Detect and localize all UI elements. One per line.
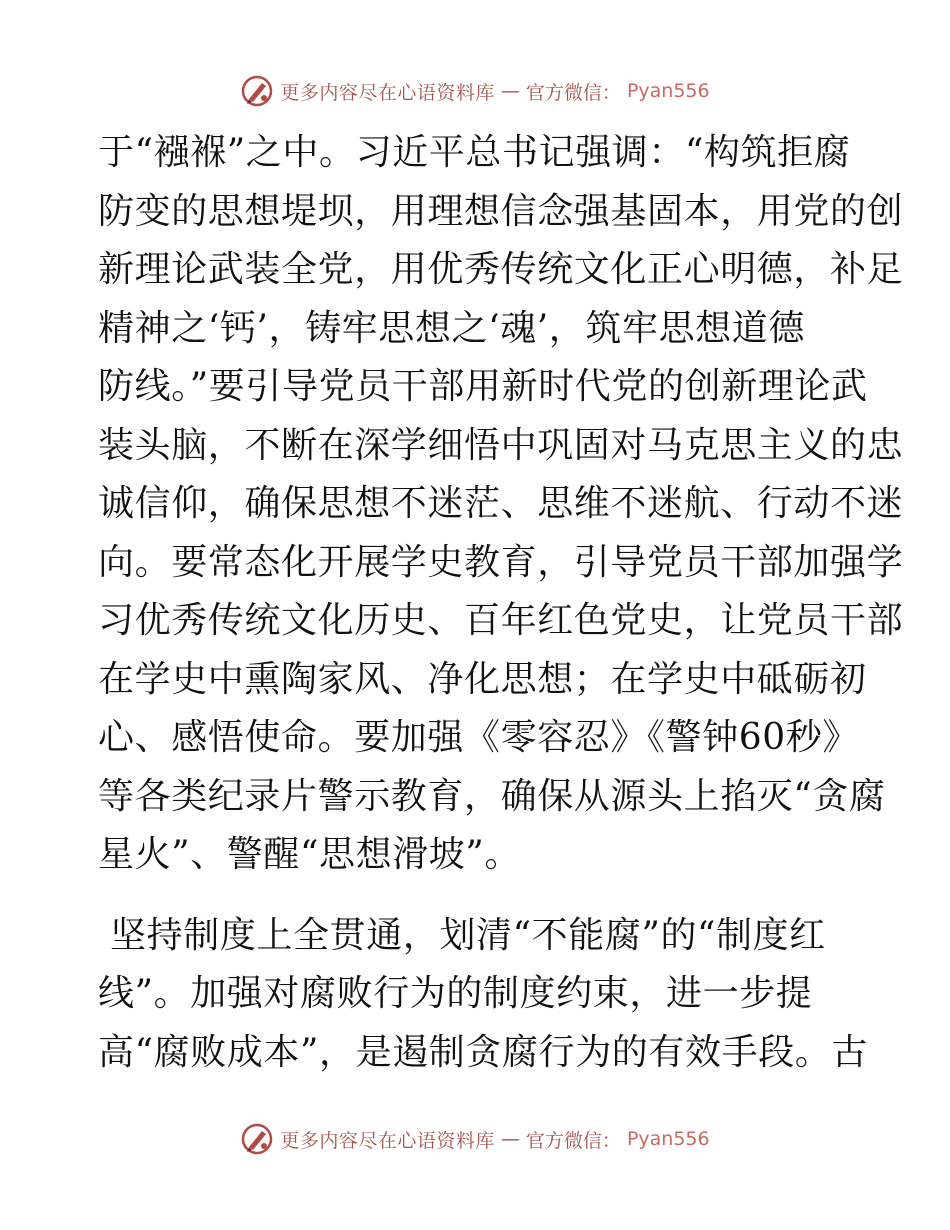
watermark-main-text: 更多内容尽在心语资料库 — [280, 81, 495, 104]
watermark-separator: — — [500, 1128, 520, 1150]
text-line: 心、感悟使命。要加强《零容忍》《警钟60秒》 — [98, 717, 860, 758]
text-line: 在学史中熏陶家风、净化思想；在学史中砥砺初 — [98, 658, 867, 700]
text-line: 防变的思想堤坝，用理想信念强基固本，用党的创 — [98, 190, 904, 232]
watermark-main-text: 更多内容尽在心语资料库 — [280, 1129, 495, 1152]
paragraph-gap — [98, 885, 858, 907]
watermark-wechat-id: Pyan556 — [626, 1128, 710, 1150]
text-line: 防线。”要引导党员干部用新时代党的创新理论武 — [98, 366, 868, 407]
text-line: 坚持制度上全贯通，划清“不能腐”的“制度红 — [98, 914, 826, 956]
text-line: 等各类纪录片警示教育，确保从源头上掐灭“贪腐 — [98, 775, 886, 817]
text-line: 星火”、警醒“思想滑坡”。 — [98, 834, 522, 875]
text-line: 习优秀传统文化历史、百年红色党史，让党员干部 — [98, 600, 904, 641]
text-line: 于“襁褓”之中。习近平总书记强调：“构筑拒腐 — [98, 132, 851, 173]
watermark-separator: — — [500, 80, 520, 102]
text-line: 线”。加强对腐败行为的制度约束，进一步提 — [98, 973, 813, 1014]
text-line: 新理论武装全党，用优秀传统文化正心明德，补足 — [98, 249, 904, 290]
text-line: 诚信仰，确保思想不迷茫、思维不迷航、行动不迷 — [98, 483, 904, 524]
watermark-wechat-label: 官方微信： — [525, 1129, 621, 1152]
watermark-wechat-id: Pyan556 — [626, 80, 710, 102]
paragraph-2 — [98, 907, 869, 1083]
text-line: 装头脑，不断在深学细悟中巩固对马克思主义的忠 — [98, 424, 904, 466]
footer-watermark — [0, 1122, 950, 1156]
pen-logo-icon — [240, 1122, 274, 1156]
header-watermark — [0, 74, 950, 108]
text-line: 向。要常态化开展学史教育，引导党员干部加强学 — [98, 541, 904, 583]
pen-logo-icon — [240, 74, 274, 108]
text-line: 高“腐败成本”，是遏制贪腐行为的有效手段。古 — [98, 1031, 869, 1073]
paragraph-1 — [98, 124, 904, 885]
text-line: 精神之‘钙’，铸牢思想之‘魂’，筑牢思想道德 — [98, 307, 805, 349]
watermark-wechat-label: 官方微信： — [525, 81, 621, 104]
document-body — [98, 124, 904, 1082]
